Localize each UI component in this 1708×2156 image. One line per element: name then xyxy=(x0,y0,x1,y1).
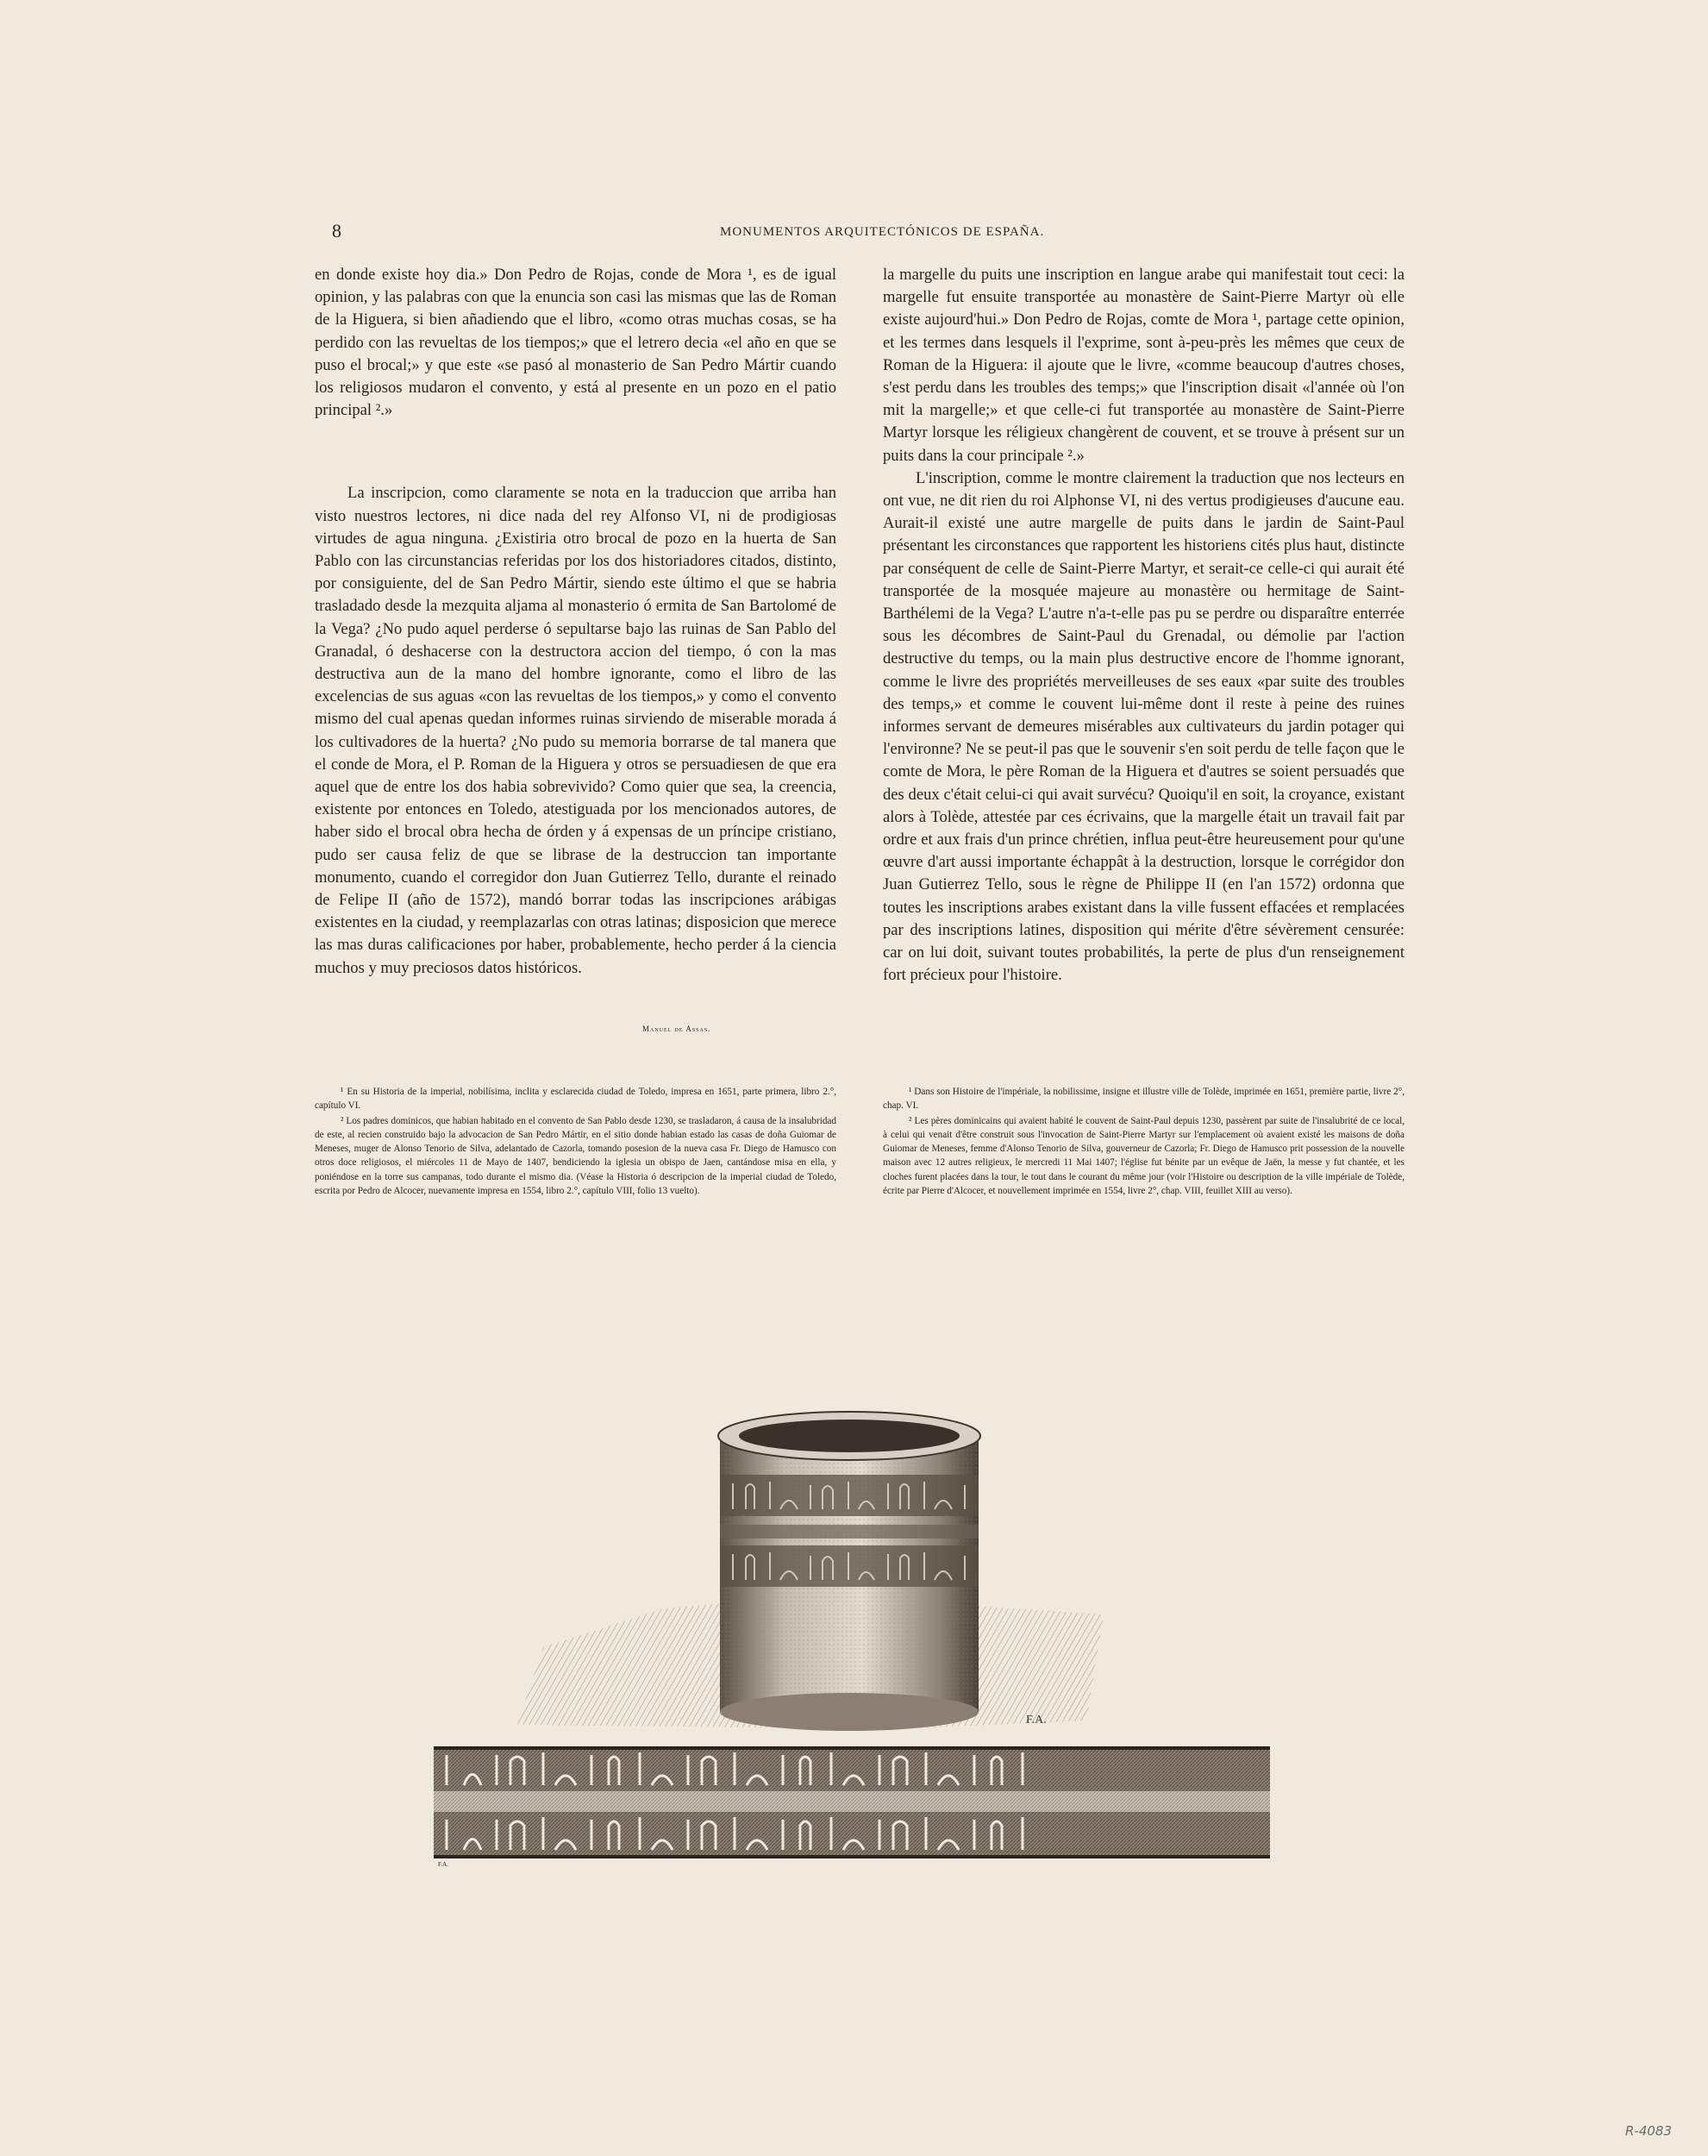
author-signature: Manuel de Assas. xyxy=(642,1025,711,1033)
french-column xyxy=(883,264,1405,987)
spanish-paragraph-1: en donde existe hoy dia.» Don Pedro de Rojas, conde de Mora ¹, es de igual opinion, y las palabras con que la enuncia son casi las mismas que las de Roman de la Higuera, si bien añadiendo que el libro, «como otras muchas cosas, se ha perdido con las revueltas de los tiempos;» que el letrero decia «el año en que se puso el brocal;» y que este «se pasó al monasterio de San Pedro Mártir cuando los religiosos mudaron el convento, y está al presente en un pozo en el patio principal ².» xyxy=(315,266,836,420)
page-header xyxy=(323,220,1401,254)
french-footnotes xyxy=(883,1085,1405,1199)
footnote-2: ² Los padres dominicos, que habian habitado en el convento de San Pablo desde 1230, se trasladaron, á causa de la insalubridad de este, al recien construido bajo la advocacion de San Pedro Mártir, en el sitio donde habian estado las casas de doña Guiomar de Meneses, muger de Alonso Tenorio de Silva, adelantado de Cazorla, tomando posesion de la nueva casa Fr. Diego de Hamusco con otros doce religiosos, el miércoles 11 de Mayo de 1407, bendiciendo la iglesia un obispo de Jaen, cantándose misa en ella, y poniéndose en la torre sus campanas, todo durante el mismo dia. (Véase la Historia ó descripcion de la imperial ciudad de Toledo, escrita por Pedro de Alcocer, nuevamente impresa en 1554, libro 2.°, capítulo VIII, folio 13 vuelto). xyxy=(315,1115,836,1197)
inscription-frieze xyxy=(434,1746,1270,1858)
middle-band xyxy=(720,1525,979,1539)
page-number: 8 xyxy=(332,220,341,241)
french-paragraph-2: L'inscription, comme le montre clairement la traduction que nos lecteurs en ont vue, ne dit rien du roi Alphonse VI, ni des vertus prodigieuses d'aucune eau. Aurait-il existé une autre margelle de puits dans le jardin de Saint-Paul présentant les circonstances que rapportent les historiens cités plus haut, distincte par conséquent de celle de Saint-Pierre Martyr, et serait-ce celle-ci qui aurait été transportée de la mosquée majeure au monastère ou hermitage de Saint-Barthélemi de la Vega? L'autre n'a-t-elle pas pu se perdre ou disparaître enterrée sous les décombres de Saint-Paul du Grenadal, ou démolie par l'action destructive du temps, ou la main plus destructive encore de l'homme ignorant, comme le livre des propriétés merveilleuses de ses eaux «par suite des troubles des temps,» et comme le couvent lui-même dont il reste à peine des ruines informes servant de demeures misérables aux cultivateurs du jardin potager qui l'environne? Ne se peut-il pas que le souvenir s'en soit perdu de telle façon que le comte de Mora, le père Roman de la Higuera et d'autres se soient persuadés que des deux c'était celui-ci qui avait survécu? Quoiqu'il en soit, la croyance, existant alors à Tolède, attestée par ces écrivains, que la margelle était un travail fait par ordre et aux frais d'un prince chrétien, influa peut-être heureusement pour qu'une œuvre d'art aussi importante échappât à la destruction, lorsque le corrégidor don Juan Gutierrez Tello, sous le règne de Philippe II (en l'an 1572) ordonna que toutes les inscriptions arabes existant dans la ville fussent effacées et remplacées par des inscriptions latines, disposition qui mérite d'être sévèrement censurée: car on lui doit, suivant toutes probabilités, la perte de plus d'un renseignement fort précieux pour l'histoire. xyxy=(883,468,1405,985)
engraver-initials-bottom: F.A. xyxy=(438,1861,448,1868)
running-head: MONUMENTOS ARQUITECTÓNICOS DE ESPAÑA. xyxy=(720,225,1045,239)
archive-mark: R-4083 xyxy=(1625,2123,1673,2139)
spanish-footnotes xyxy=(315,1085,836,1199)
well-base xyxy=(720,1693,979,1731)
french-paragraph-1: la margelle du puits une inscription en langue arabe qui manifestait tout ceci: la margelle fut ensuite transportée au monastère de Saint-Pierre Martyr où elle existe aujourd'hui.» Don Pedro de Rojas, comte de Mora ¹, partage cette opinion, et les termes dans lesquels il l'exprime, sont à-peu-près les mêmes que ceux de Roman de la Higuera: il ajoute que le livre, «comme beaucoup d'autres choses, s'est perdu dans les troubles des temps;» que l'inscription disait «l'année où l'on mit la margelle;» et que celle-ci fut transportée au monastère de Saint-Pierre Martyr lorsque les réligieux changèrent de couvent, et se trouve à présent sur un puits dans la cour principale ².» xyxy=(883,266,1405,465)
footnote-1: ¹ Dans son Histoire de l'impériale, la nobilissime, insigne et illustre ville de Tolède, imprimée en 1651, première partie, livre 2°, chap. VI. xyxy=(883,1087,1405,1112)
engraver-initials-top: F.A. xyxy=(1026,1714,1047,1727)
spanish-paragraph-2: La inscripcion, como claramente se nota en la traduccion que arriba han visto nuestros lectores, ni dice nada del rey Alfonso VI, ni de prodigiosas virtudes de agua ninguna. ¿Existiria otro brocal de pozo en la huerta de San Pablo con las circunstancias referidas por los dos historiadores citados, distinto, por consiguiente, del de San Pedro Mártir, siendo este último el que se habria trasladado desde la mezquita aljama al monasterio ó ermita de San Bartolomé de la Vega? ¿No pudo aquel perderse ó sepultarse bajo las ruinas de San Pablo del Granadal, ó deshacerse con la destructora accion del tiempo, ó con la mas destructiva aun de la mano del hombre ignorante, como el libro de las excelencias de sus aguas «con las revueltas de los tiempos,» y como el convento mismo del cual apenas quedan informes ruinas sirviendo de miserable morada á los cultivadores de la huerta? ¿No pudo su memoria borrarse de tal manera que el conde de Mora, el P. Roman de la Higuera y otros se persuadiesen de que era aquel que de entre los dos habia sobrevivido? Como quier que sea, la creencia, existente por entonces en Toledo, atestiguada por los mencionados autores, de haber sido el brocal obra hecha de órden y á expensas de un príncipe cristiano, pudo ser causa feliz de que se librase de la destruccion tan importante monumento, cuando el corregidor don Juan Gutierrez Tello, durante el reinado de Felipe II (año de 1572), mandó borrar todas las inscripciones arábigas existentes en la ciudad, y reemplazarlas con otras latinas; disposicion que merece las mas duras calificaciones por haber, probablemente, hecho perder á la ciencia muchos y muy preciosos datos históricos. xyxy=(315,484,836,977)
footnote-2: ² Les pères dominicains qui avaient habité le couvent de Saint-Paul depuis 1230, passèrent par suite de l'insalubrité de ce local, à celui qui venait d'être construit sous l'invocation de Saint-Pierre Martyr sur l'emplacement où avaient existé les maisons de doña Guiomar de Meneses, femme d'Alonso Tenorio de Silva, gouverneur de Cazorla; Fr. Diego de Hamusco prit possession de la nouvelle maison avec 12 autres religieux, le mercredi 11 Mai 1407; l'église fut bénite par un evêque de Jaën, la messe y fut chantée, et les cloches furent placées dans la tour, le tout dans le courant du même jour (voir l'Histoire ou description de la ville impériale de Tolède, écrite par Pierre d'Alcocer, et nouvellement imprimée en 1554, livre 2°, chap. VIII, feuillet XIII au verso). xyxy=(883,1115,1405,1197)
well-opening xyxy=(739,1420,960,1452)
spanish-column xyxy=(315,264,836,980)
footnote-1: ¹ En su Historia de la imperial, nobilísima, inclita y esclarecida ciudad de Toledo, impresa en 1651, parte primera, libro 2.°, capítulo VI. xyxy=(315,1087,836,1112)
